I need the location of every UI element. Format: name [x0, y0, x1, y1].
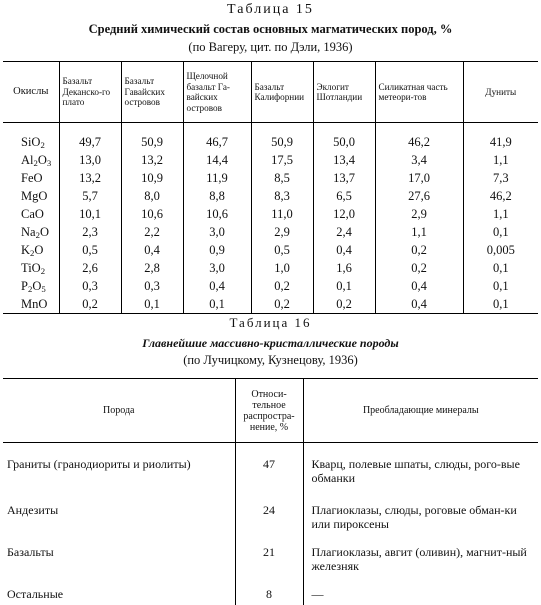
oxide-symbol: O — [39, 225, 49, 239]
table15 — [3, 61, 538, 314]
oxide-subscript: 2 — [27, 284, 33, 294]
table15-title: Средний химический состав основных магматических пород, % — [88, 22, 453, 36]
value-cell: 8,0 — [121, 187, 183, 205]
value-cell: 0,1 — [463, 223, 538, 241]
table-row — [3, 187, 538, 205]
value-cell: 13,7 — [313, 169, 375, 187]
oxide-symbol: MgO — [21, 189, 48, 203]
distribution-percent: 47 — [235, 443, 303, 490]
value-cell: 0,2 — [59, 295, 121, 314]
oxide-symbol: O — [32, 279, 42, 293]
value-cell: 14,4 — [183, 151, 251, 169]
value-cell: 0,5 — [59, 241, 121, 259]
rock-name: Базальты — [7, 545, 54, 559]
value-cell: 0,4 — [121, 241, 183, 259]
oxide-subscript: 2 — [40, 266, 46, 276]
value-cell: 7,3 — [463, 169, 538, 187]
value-cell: 1,1 — [463, 205, 538, 223]
minerals-cell: Плагиоклазы, слюды, роговые обман-ки или пироксены — [303, 489, 538, 531]
rock-name: Граниты (гранодиориты и риолиты) — [7, 457, 191, 471]
value-cell: 3,4 — [375, 151, 463, 169]
value-cell: 13,0 — [59, 151, 121, 169]
value-cell: 46,2 — [463, 187, 538, 205]
oxide-symbol: O — [34, 243, 44, 257]
value-cell: 50,9 — [251, 123, 313, 152]
oxide-symbol: CaO — [21, 207, 44, 221]
value-cell: 0,2 — [313, 295, 375, 314]
oxide-name — [3, 187, 59, 205]
value-cell: 0,4 — [183, 277, 251, 295]
oxide-subscript: 3 — [46, 158, 52, 168]
value-cell: 8,3 — [251, 187, 313, 205]
oxide-symbol: FeO — [21, 171, 43, 185]
oxide-subscript: 2 — [35, 230, 40, 240]
value-cell: 0,1 — [463, 295, 538, 314]
distribution-percent: 24 — [235, 489, 303, 531]
value-cell: 2,8 — [121, 259, 183, 277]
value-cell: 46,7 — [183, 123, 251, 152]
oxide-symbol: MnO — [21, 297, 48, 311]
value-cell: 8,8 — [183, 187, 251, 205]
value-cell: 1,0 — [251, 259, 313, 277]
value-cell: 12,0 — [313, 205, 375, 223]
value-cell: 13,2 — [59, 169, 121, 187]
value-cell: 2,2 — [121, 223, 183, 241]
col-header-dunites: Дуниты — [463, 62, 538, 123]
table16-header-row — [3, 379, 538, 443]
value-cell: 0,2 — [375, 259, 463, 277]
oxide-symbol: Na — [21, 225, 36, 239]
oxide-name — [3, 169, 59, 187]
value-cell: 0,2 — [251, 277, 313, 295]
oxide-symbol: SiO — [21, 135, 41, 149]
value-cell: 0,1 — [183, 295, 251, 314]
value-cell: 1,1 — [463, 151, 538, 169]
oxide-name — [3, 241, 59, 259]
oxide-subscript: 2 — [30, 248, 35, 258]
oxide-subscript: 2 — [33, 158, 38, 168]
oxide-name — [3, 205, 59, 223]
table15-subtitle: (по Вагеру, цит. по Дэли, 1936) — [188, 40, 353, 54]
col-header-scotland-eclogite: Эклогит Шотландии — [313, 62, 375, 123]
value-cell: 10,9 — [121, 169, 183, 187]
col-header-minerals: Преобладающие минералы — [303, 379, 538, 443]
table16-number: Таблица 16 — [229, 315, 312, 330]
rock-name: Остальные — [7, 587, 64, 601]
col-header-hawaii-basalt: Базальт Гавайских островов — [121, 62, 183, 123]
table16-title: Главнейшие массивно-кристаллические породы — [142, 336, 399, 350]
value-cell: 5,7 — [59, 187, 121, 205]
value-cell: 2,9 — [251, 223, 313, 241]
oxide-name — [3, 277, 59, 295]
table16 — [3, 378, 538, 605]
table-row — [3, 241, 538, 259]
oxide-name — [3, 295, 59, 314]
value-cell: 46,2 — [375, 123, 463, 152]
minerals-cell: — — [303, 573, 538, 605]
table15-header-row — [3, 62, 538, 123]
col-header-oxides: Окислы — [3, 62, 59, 123]
value-cell: 50,9 — [121, 123, 183, 152]
minerals-cell: Плагиоклазы, авгит (оливин), магнит-ный железняк — [303, 531, 538, 573]
value-cell: 50,0 — [313, 123, 375, 152]
value-cell: 2,6 — [59, 259, 121, 277]
value-cell: 0,1 — [463, 277, 538, 295]
oxide-symbol: O — [37, 153, 47, 167]
value-cell: 0,5 — [251, 241, 313, 259]
value-cell: 0,005 — [463, 241, 538, 259]
table-row — [3, 295, 538, 314]
distribution-percent: 21 — [235, 531, 303, 573]
value-cell: 11,9 — [183, 169, 251, 187]
value-cell: 13,4 — [313, 151, 375, 169]
value-cell: 11,0 — [251, 205, 313, 223]
rock-name: Андезиты — [7, 503, 59, 517]
col-header-alkali-basalt: Щелочной базальт Га-вайских островов — [183, 62, 251, 123]
value-cell: 17,0 — [375, 169, 463, 187]
value-cell: 0,4 — [375, 295, 463, 314]
value-cell: 1,1 — [375, 223, 463, 241]
value-cell: 0,2 — [375, 241, 463, 259]
table-row — [3, 223, 538, 241]
value-cell: 0,1 — [463, 259, 538, 277]
oxide-symbol: P — [21, 279, 28, 293]
table-row — [3, 531, 538, 573]
value-cell: 0,4 — [313, 241, 375, 259]
table-row — [3, 277, 538, 295]
value-cell: 6,5 — [313, 187, 375, 205]
value-cell: 0,9 — [183, 241, 251, 259]
table-row — [3, 489, 538, 531]
value-cell: 0,1 — [313, 277, 375, 295]
table-row — [3, 123, 538, 152]
value-cell: 0,2 — [251, 295, 313, 314]
table-row — [3, 573, 538, 605]
value-cell: 0,4 — [375, 277, 463, 295]
value-cell: 2,4 — [313, 223, 375, 241]
value-cell: 2,9 — [375, 205, 463, 223]
value-cell: 13,2 — [121, 151, 183, 169]
value-cell: 10,6 — [183, 205, 251, 223]
value-cell: 2,3 — [59, 223, 121, 241]
oxide-symbol: TiO — [21, 261, 41, 275]
table15-number: Таблица 15 — [227, 2, 314, 17]
col-header-deccan-basalt: Базальт Деканско-го плато — [59, 62, 121, 123]
oxide-name — [3, 123, 59, 152]
oxide-name — [3, 223, 59, 241]
col-header-meteorites: Силикатная часть метеори-тов — [375, 62, 463, 123]
value-cell: 27,6 — [375, 187, 463, 205]
value-cell: 3,0 — [183, 259, 251, 277]
value-cell: 0,3 — [59, 277, 121, 295]
table-row — [3, 205, 538, 223]
minerals-cell: Кварц, полевые шпаты, слюды, рого-вые обманки — [303, 443, 538, 490]
oxide-name — [3, 259, 59, 277]
table-row — [3, 151, 538, 169]
table16-subtitle: (по Лучицкому, Кузнецову, 1936) — [183, 353, 358, 367]
value-cell: 0,1 — [121, 295, 183, 314]
col-header-california-basalt: Базальт Калифорнии — [251, 62, 313, 123]
value-cell: 10,1 — [59, 205, 121, 223]
value-cell: 17,5 — [251, 151, 313, 169]
value-cell: 41,9 — [463, 123, 538, 152]
value-cell: 8,5 — [251, 169, 313, 187]
value-cell: 3,0 — [183, 223, 251, 241]
oxide-name — [3, 151, 59, 169]
oxide-symbol: Al — [21, 153, 34, 167]
value-cell: 10,6 — [121, 205, 183, 223]
table-row — [3, 259, 538, 277]
value-cell: 49,7 — [59, 123, 121, 152]
table-row — [3, 443, 538, 490]
col-header-rock: Порода — [3, 379, 235, 443]
oxide-symbol: K — [21, 243, 31, 257]
oxide-subscript: 2 — [40, 140, 45, 150]
table-row — [3, 169, 538, 187]
value-cell: 0,3 — [121, 277, 183, 295]
value-cell: 1,6 — [313, 259, 375, 277]
distribution-percent: 8 — [235, 573, 303, 605]
col-header-distribution: Относи-тельное распростра-нение, % — [235, 379, 303, 443]
oxide-subscript: 5 — [41, 284, 46, 294]
